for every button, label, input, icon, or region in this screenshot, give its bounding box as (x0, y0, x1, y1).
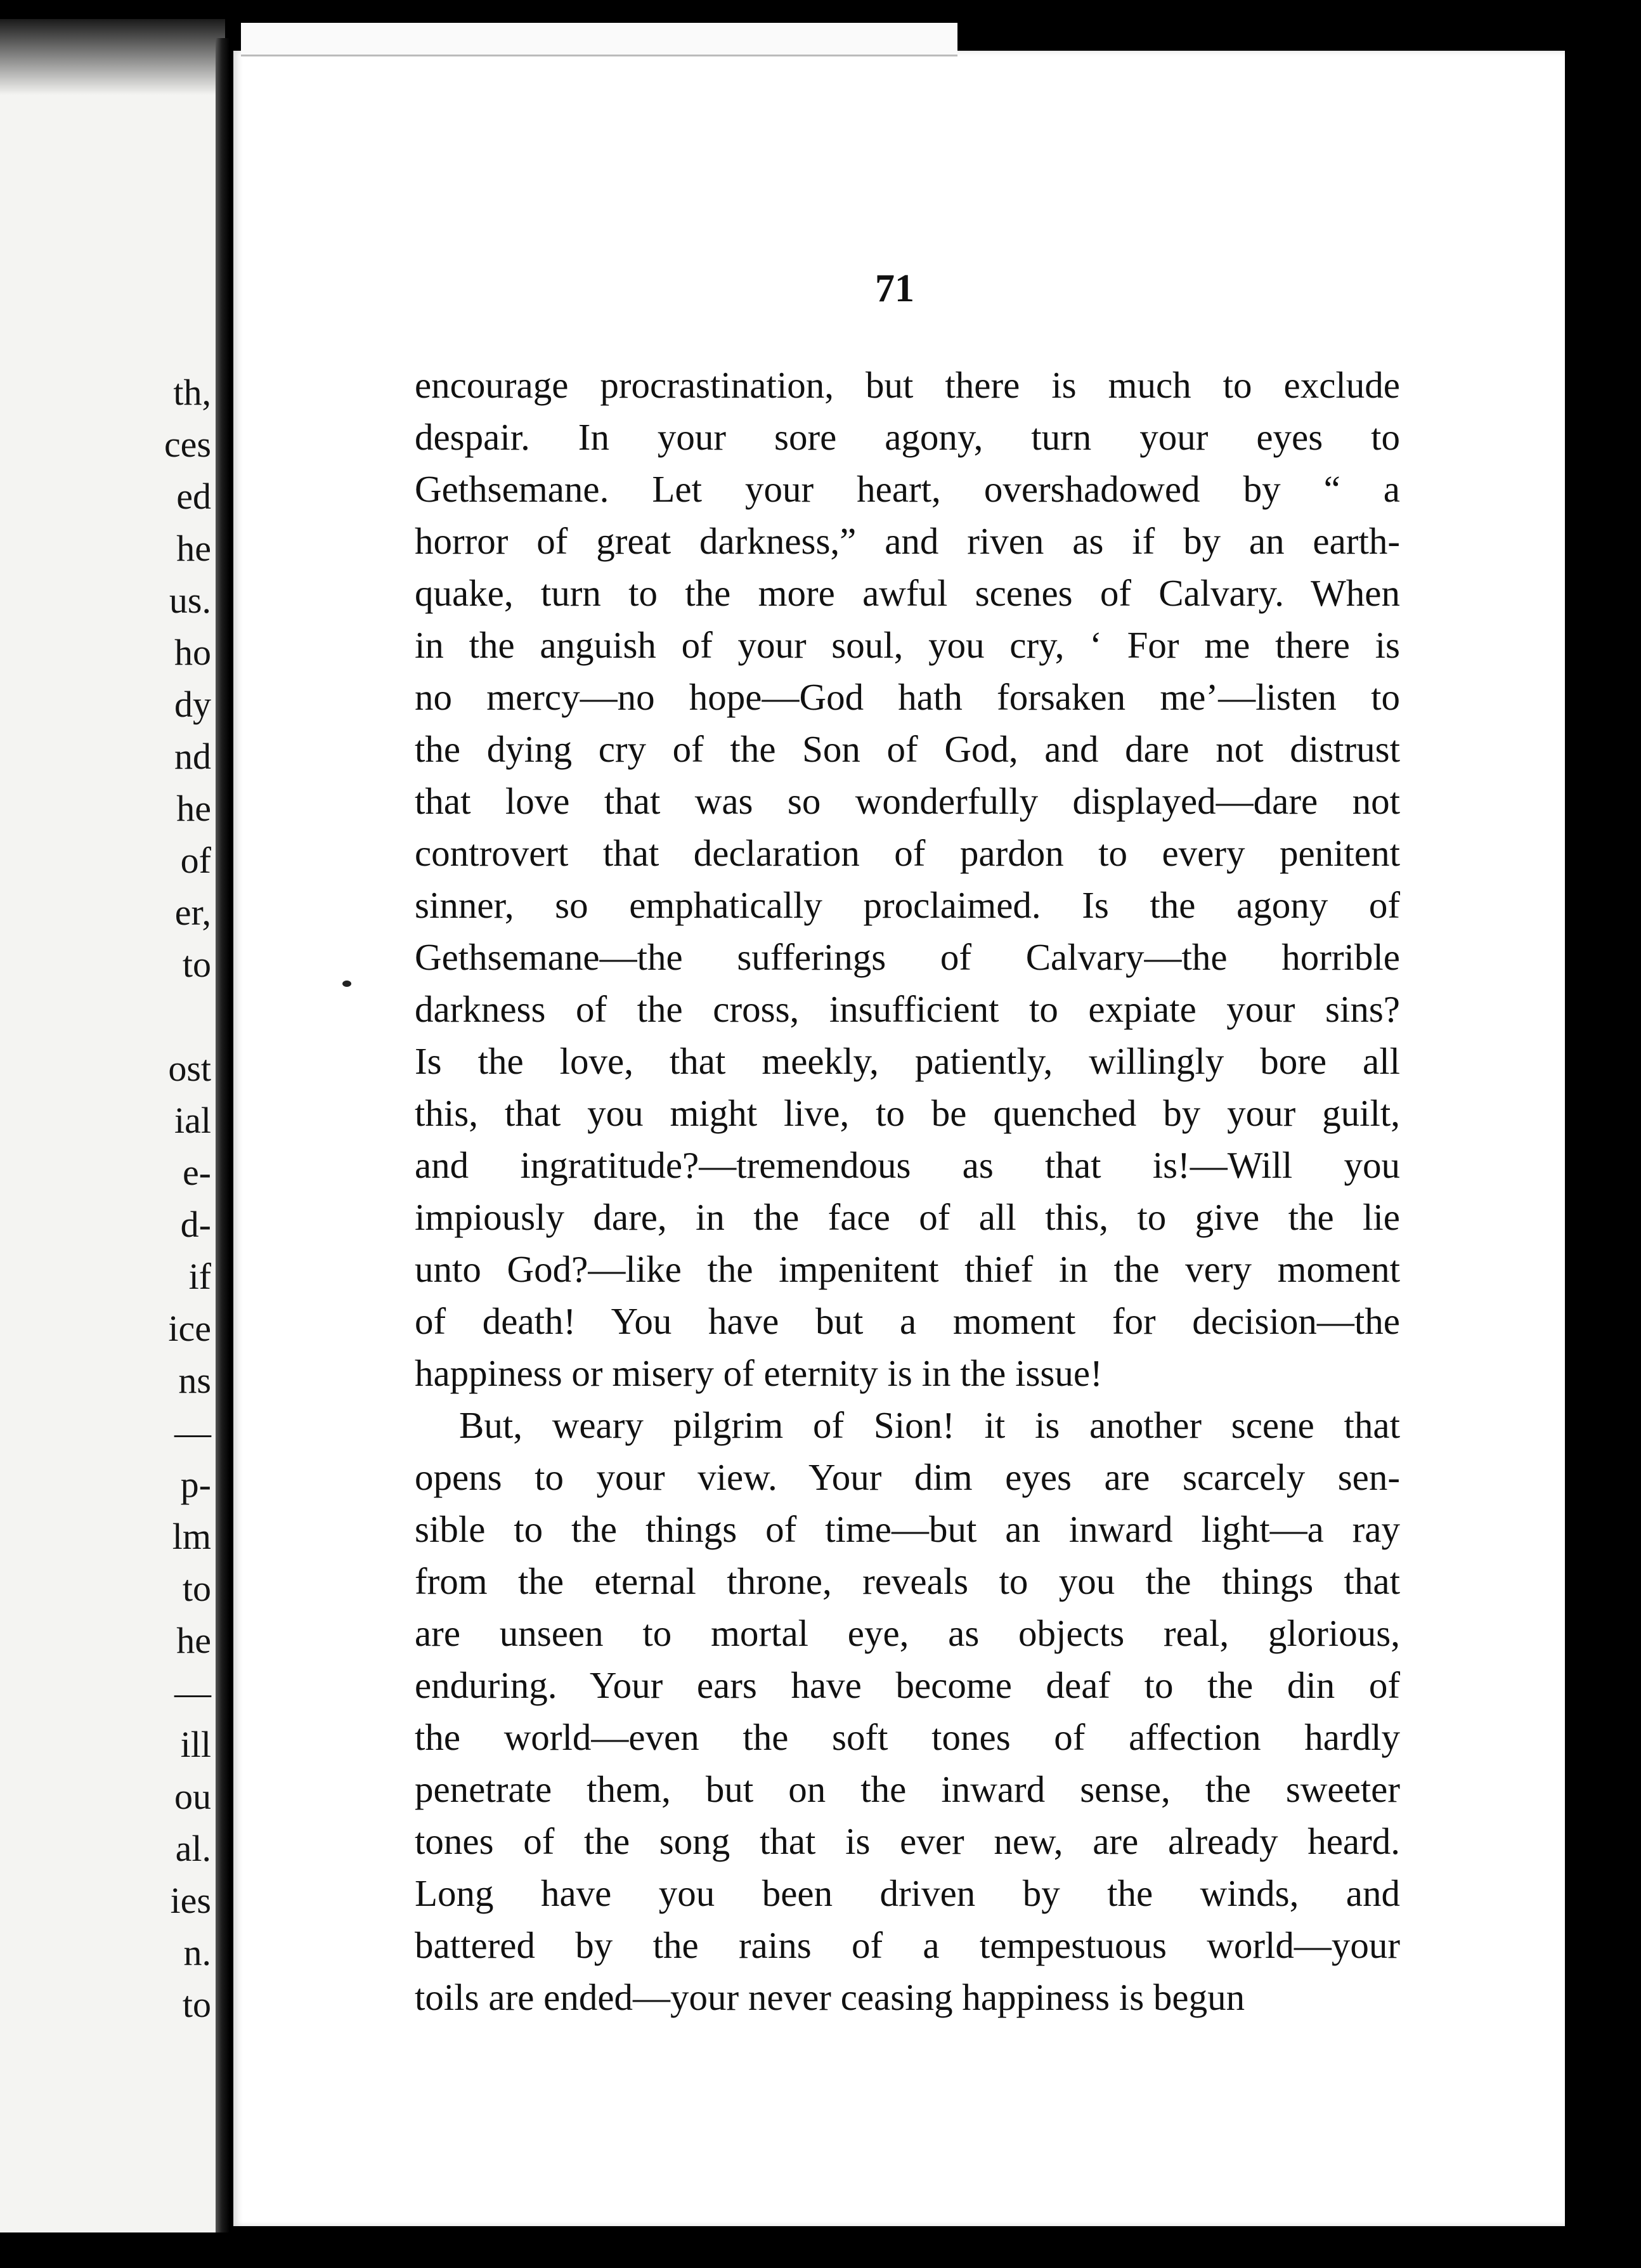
ink-speck (342, 981, 351, 987)
text-line: Gethsemane. Let your heart, overshadowed by “ a (415, 468, 1400, 510)
text-line: battered by the rains of a tempestuous world—your (415, 1924, 1400, 1966)
facing-page-fragment: ost (168, 1048, 211, 1089)
text-line: But, weary pilgrim of Sion! it is another scene that (459, 1404, 1400, 1446)
text-line: of death! You have but a moment for decision—the (415, 1300, 1400, 1342)
text-line: and ingratitude?—tremendous as that is!—Will you (415, 1144, 1400, 1186)
facing-page-fragment: if (188, 1256, 211, 1297)
facing-page-fragment: ns (178, 1360, 211, 1401)
facing-page-fragment: to (182, 1984, 211, 2025)
facing-page-fragment: of (180, 840, 211, 881)
text-line: opens to your view. Your dim eyes are scarcely sen- (415, 1456, 1400, 1498)
text-line: from the eternal throne, reveals to you the things that (415, 1560, 1400, 1602)
page-number: 71 (875, 267, 914, 310)
text-line: the dying cry of the Son of God, and dare not distrust (415, 728, 1400, 770)
text-line: quake, turn to the more awful scenes of Calvary. When (415, 572, 1400, 614)
text-line: are unseen to mortal eye, as objects real, glorious, (415, 1612, 1400, 1654)
book-spine (216, 38, 230, 2232)
facing-page-fragment: to (182, 944, 211, 985)
text-line: this, that you might live, to be quenched by your guilt, (415, 1092, 1400, 1134)
text-line: tones of the song that is ever new, are already heard. (415, 1820, 1400, 1862)
text-line: sible to the things of time—but an inward light—a ray (415, 1508, 1400, 1550)
text-line: despair. In your sore agony, turn your eyes to (415, 416, 1400, 458)
text-line: Gethsemane—the sufferings of Calvary—the horrible (415, 936, 1400, 978)
page-shadow (0, 19, 225, 95)
page-top-edge (241, 23, 957, 56)
text-line: unto God?—like the impenitent thief in the very moment (415, 1248, 1400, 1290)
facing-page-fragment: lm (172, 1516, 211, 1557)
text-line: Is the love, that meekly, patiently, willingly bore all (415, 1040, 1400, 1082)
facing-page-fragment: us. (169, 580, 211, 621)
facing-page-fragment: he (176, 528, 211, 569)
text-line: penetrate them, but on the inward sense, the sweeter (415, 1768, 1400, 1810)
facing-page-fragment: he (176, 788, 211, 829)
text-line: impiously dare, in the face of all this, to give the lie (415, 1196, 1400, 1238)
text-line: Long have you been driven by the winds, and (415, 1872, 1400, 1914)
facing-page-fragment: al. (175, 1828, 211, 1869)
facing-page-fragment: er, (174, 892, 211, 933)
facing-page-fragment: dy (174, 684, 211, 725)
paragraph (415, 1399, 1400, 2023)
text-line: horror of great darkness,” and riven as if by an earth- (415, 520, 1400, 562)
facing-page (0, 19, 225, 2232)
facing-page-fragment: ial (174, 1100, 211, 1141)
body-text (415, 359, 1400, 2023)
facing-page-fragment: th, (173, 372, 211, 413)
facing-page-fragment: p- (180, 1464, 211, 1505)
text-line: that love that was so wonderfully displayed—dare not (415, 780, 1400, 822)
facing-page-fragment: d- (180, 1204, 211, 1245)
facing-page-fragment: he (176, 1620, 211, 1661)
text-line: sinner, so emphatically proclaimed. Is the agony of (415, 884, 1400, 926)
facing-page-fragment: — (174, 1672, 211, 1713)
facing-page-fragment: ho (174, 632, 211, 673)
text-line: the world—even the soft tones of affection hardly (415, 1716, 1400, 1758)
text-line: encourage procrastination, but there is much to exclude (415, 364, 1400, 406)
text-line: darkness of the cross, insufficient to expiate your sins? (415, 988, 1400, 1030)
paragraph (415, 359, 1400, 1399)
text-line: enduring. Your ears have become deaf to the din of (415, 1664, 1400, 1706)
facing-page-fragment: nd (174, 736, 211, 777)
facing-page-fragment: ed (176, 476, 211, 517)
text-line: toils are ended—your never ceasing happiness is begun (415, 1976, 1245, 2018)
facing-page-fragment: to (182, 1568, 211, 1609)
facing-page-fragment: e- (182, 1152, 211, 1193)
text-line: controvert that declaration of pardon to every penitent (415, 832, 1400, 874)
text-line: in the anguish of your soul, you cry, ‘ For me there is (415, 624, 1400, 666)
facing-page-fragment: ies (170, 1880, 211, 1921)
text-line: no mercy—no hope—God hath forsaken me’—listen to (415, 676, 1400, 718)
facing-page-fragment: ou (174, 1776, 211, 1817)
facing-page-fragment: ces (164, 424, 211, 465)
facing-page-fragment: ice (168, 1308, 211, 1349)
facing-page-fragment: n. (183, 1932, 211, 1973)
facing-page-fragment: ill (180, 1724, 211, 1765)
facing-page-fragment: — (174, 1412, 211, 1453)
text-line: happiness or misery of eternity is in the issue! (415, 1352, 1103, 1394)
